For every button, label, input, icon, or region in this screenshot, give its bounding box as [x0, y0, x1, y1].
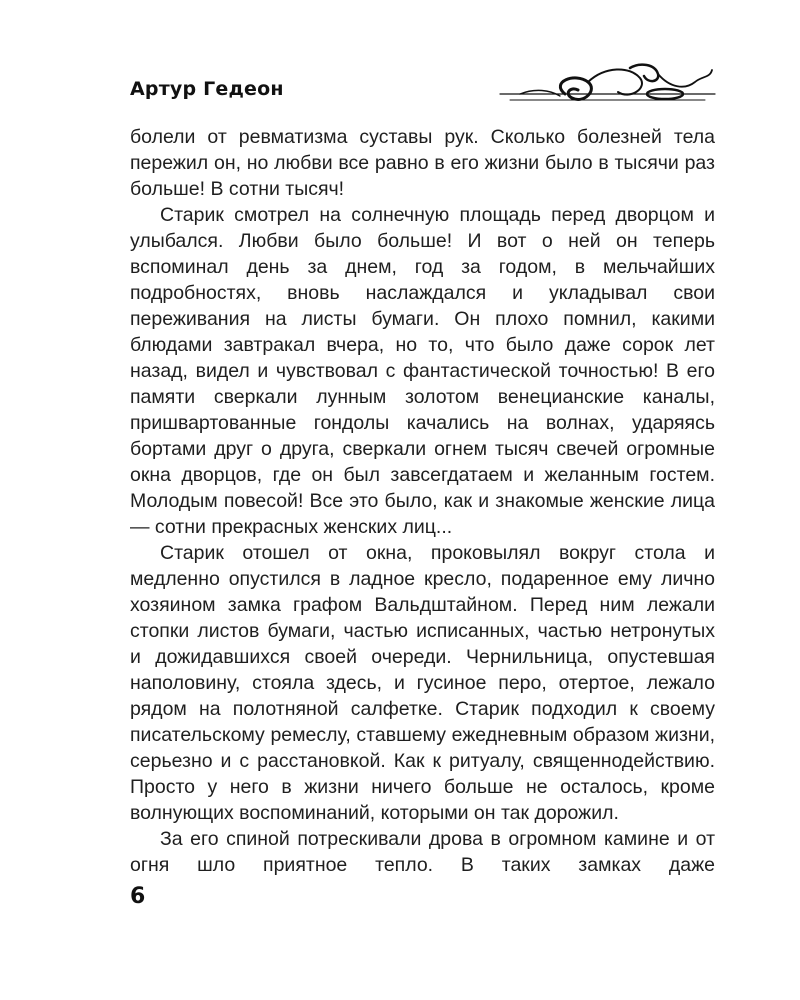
- paragraph-1: болели от ревматизма суставы рук. Сколько болезней тела пережил он, но любви все равно в его жизни было в тысячи раз больше! В сотни тысяч!: [130, 126, 715, 200]
- running-header-author: Артур Гедеон: [130, 78, 284, 100]
- body-text: [130, 124, 715, 878]
- paragraph-3: Старик отошел от окна, проковылял вокруг стола и медленно опустился в ладное кресло, подаренное ему лично хозяином замка графом Вальдштайном. Перед ним лежали стопки листов бумаги, частью исписанных, частью нетронутых и дожидавшихся своей очереди. Чернильница, опустевшая наполовину, стояла здесь, и гусиное перо, отертое, лежало рядом на полотняной салфетке. Старик подходил к своему писательскому ремеслу, ставшему ежедневным образом жизни, серьезно и с расстановкой. Как к ритуалу, священнодействию. Просто у него в жизни ничего больше не осталось, кроме волнующих воспоминаний, которыми он так дорожил.: [130, 542, 715, 824]
- page-number: 6: [130, 884, 146, 909]
- decorative-flourish-ornament: [480, 60, 730, 112]
- paragraph-4: За его спиной потрескивали дрова в огромном камине и от огня шло приятное тепло. В таких замках даже: [130, 828, 715, 876]
- paragraph-2: Старик смотрел на солнечную площадь перед дворцом и улыбался. Любви было больше! И вот о ней он теперь вспоминал день за днем, год за годом, в мельчайших подробностях, вновь наслаждался и укладывал свои переживания на листы бумаги. Он плохо помнил, какими блюдами завтракал вчера, но то, что было даже сорок лет назад, видел и чувствовал с фантастической точностью! В его памяти сверкали лунным золотом венецианские каналы, пришвартованные гондолы качались на волнах, ударяясь бортами друг о друга, сверкали огнем тысяч свечей огромные окна дворцов, где он был завсегдатаем и желанным гостем. Молодым повесой! Все это было, как и знакомые женские лица — сотни прекрасных женских лиц...: [130, 204, 715, 538]
